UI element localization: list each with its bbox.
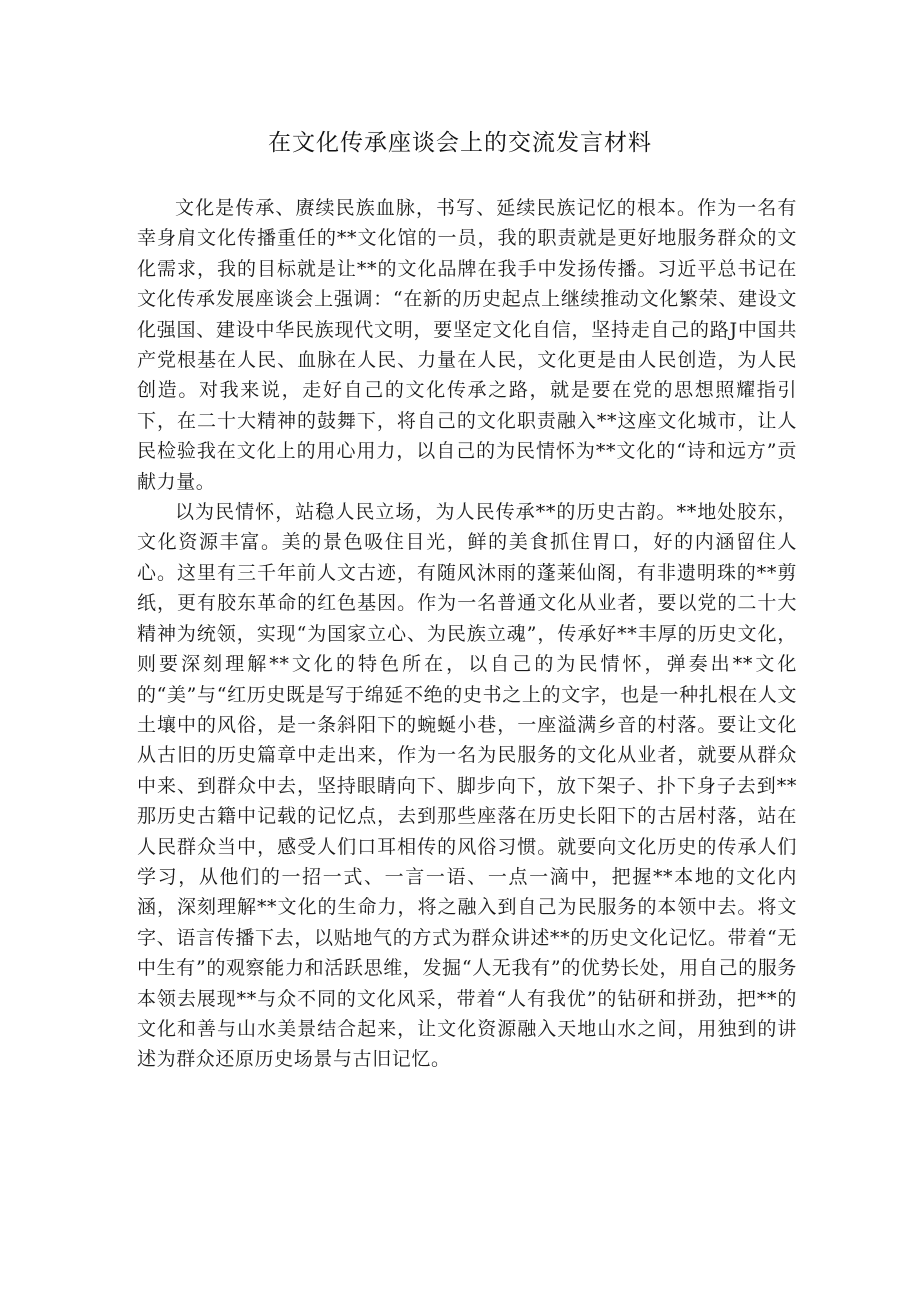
paragraph-1: 文化是传承、赓续民族血脉，书写、延续民族记忆的根本。作为一名有幸身肩文化传播重任的**文化馆的一员，我的职责就是更好地服务群众的文化需求，我的目标就是让**的文化品牌在我手中发扬传播。习近平总书记在文化传承发展座谈会上强调：“在新的历史起点上继续推动文化繁荣、建设文化强国、建设中华民族现代文明，要坚定文化自信，坚持走自己的路J中国共产党根基在人民、血脉在人民、力量在人民，文化更是由人民创造，为人民创造。对我来说，走好自己的文化传承之路，就是要在党的思想照耀指引下，在二十大精神的鼓舞下，将自己的文化职责融入**这座文化城市，让人民检验我在文化上的用心用力，以自己的为民情怀为**文化的“诗和远方”贡献力量。 xyxy=(137,197,797,493)
document-title: 在文化传承座谈会上的交流发言材料 xyxy=(268,130,652,156)
document-body xyxy=(137,193,797,1075)
paragraph-2: 以为民情怀，站稳人民立场，为人民传承**的历史古韵。**地处胶东，文化资源丰富。美的景色吸住目光，鲜的美食抓住胃口，好的内涵留住人心。这里有三千年前人文古迹，有随风沐雨的蓬莱仙阁，有非遗明珠的**剪纸，更有胶东革命的红色基因。作为一名普通文化从业者，要以党的二十大精神为统领，实现“为国家立心、为民族立魂”，传承好**丰厚的历史文化，则要深刻理解**文化的特色所在，以自己的为民情怀，弹奏出**文化的“美”与“红历史既是写于绵延不绝的史书之上的文字，也是一种扎根在人文土壤中的风俗，是一条斜阳下的蜿蜒小巷，一座溢满乡音的村落。要让文化从古旧的历史篇章中走出来，作为一名为民服务的文化从业者，就要从群众中来、到群众中去，坚持眼睛向下、脚步向下，放下架子、扑下身子去到**那历史古籍中记载的记忆点，去到那些座落在历史长阳下的古居村落，站在人民群众当中，感受人们口耳相传的风俗习惯。就要向文化历史的传承人们学习，从他们的一招一式、一言一语、一点一滴中，把握**本地的文化内涵，深刻理解**文化的生命力，将之融入到自己为民服务的本领中去。将文字、语言传播下去，以贴地气的方式为群众讲述**的历史文化记忆。带着“无中生有”的观察能力和活跃思维，发掘“人无我有”的优势长处，用自己的服务本领去展现**与众不同的文化风采，带着“人有我优”的钻研和拼劲，把**的文化和善与山水美景结合起来，让文化资源融入天地山水之间，用独到的讲述为群众还原历史场景与古旧记忆。 xyxy=(137,501,797,1071)
